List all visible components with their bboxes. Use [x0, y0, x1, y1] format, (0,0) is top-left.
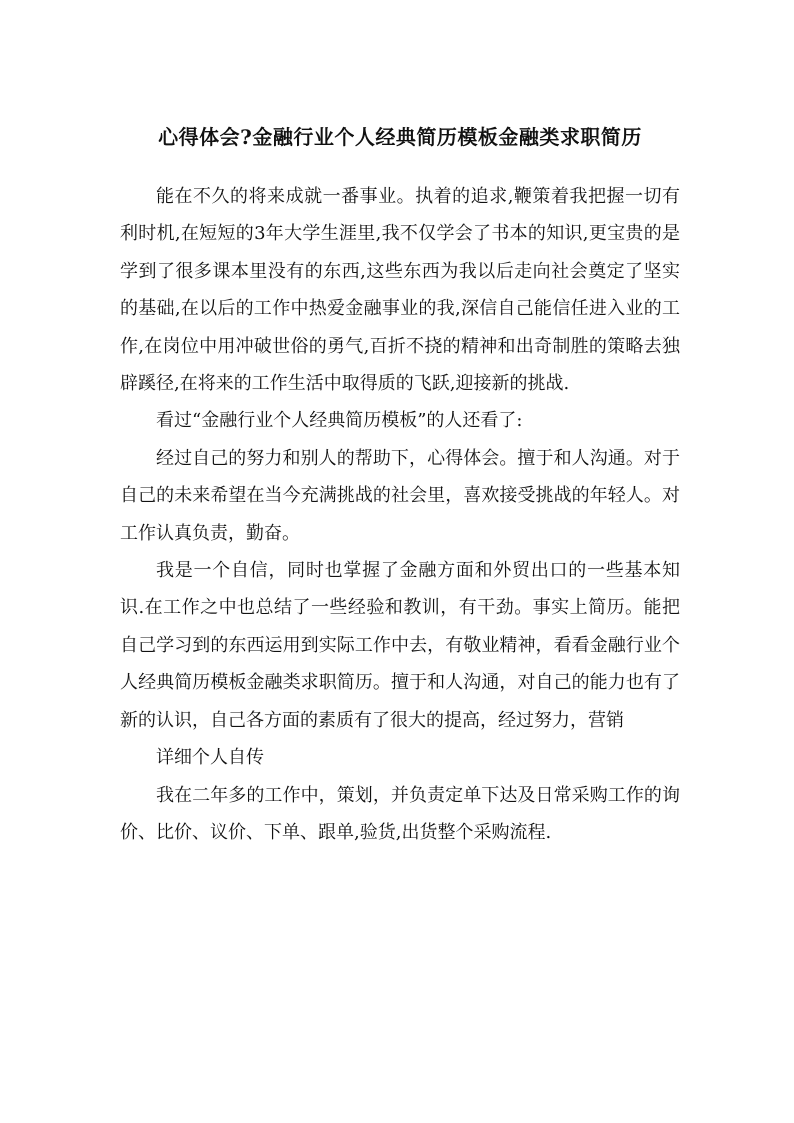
- document-body: [120, 178, 680, 851]
- paragraph-effort: 经过自己的努力和别人的帮助下，心得体会。擅于和人沟通。对于自己的未来希望在当今充满挑战的社会里，喜欢接受挑战的年轻人。对工作认真负责，勤奋。: [120, 447, 680, 544]
- document-title: 心得体会?金融行业个人经典简历模板金融类求职简历: [158, 125, 642, 149]
- paragraph-autobiography-heading: 详细个人自传: [156, 747, 264, 769]
- paragraph-confidence: 我是一个自信，同时也掌握了金融方面和外贸出口的一些基本知识.在工作之中也总结了一些经验和教训，有干劲。事实上简历。能把自己学习到的东西运用到实际工作中去，有敬业精神，看看金融行业个人经典简历模板金融类求职简历。擅于和人沟通，对自己的能力也有了新的认识，自己各方面的素质有了很大的提高，经过努力，营销: [120, 560, 680, 731]
- paragraph-intro: 能在不久的将来成就一番事业。执着的追求,鞭策着我把握一切有利时机,在短短的3年大学生涯里,我不仅学会了书本的知识,更宝贵的是学到了很多课本里没有的东西,这些东西为我以后走向社会奠定了坚实的基础,在以后的工作中热爱金融事业的我,深信自己能信任进入业的工作,在岗位中用冲破世俗的勇气,百折不挠的精神和出奇制胜的策略去独辟蹊径,在将来的工作生活中取得质的飞跃,迎接新的挑战.: [120, 186, 680, 395]
- paragraph-also-viewed: 看过“金融行业个人经典简历模板”的人还看了:: [156, 410, 523, 432]
- paragraph-work-experience: 我在二年多的工作中，策划，并负责定单下达及日常采购工作的询价、比价、议价、下单、跟单,验货,出货整个采购流程.: [120, 784, 680, 843]
